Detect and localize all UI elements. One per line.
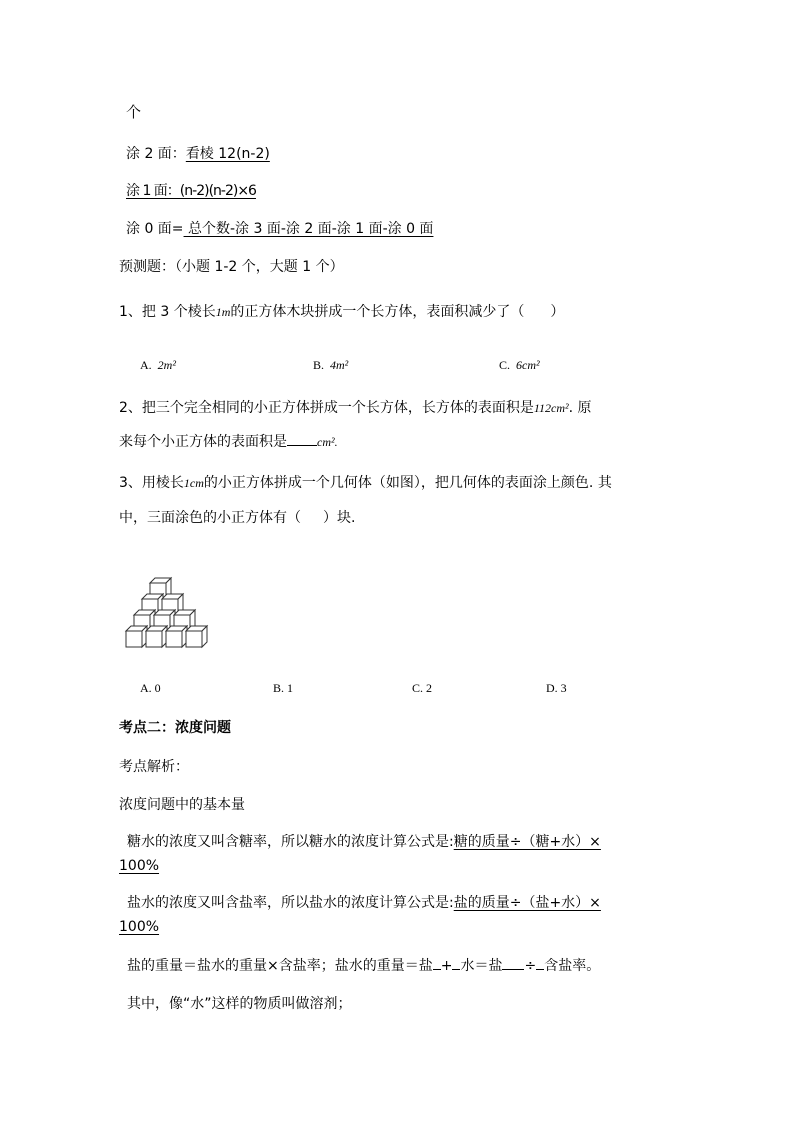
q3-option-a: [140, 678, 161, 698]
text-line: 涂 1 面：(n-2)(n-2)×6: [126, 183, 256, 199]
option-value: 2m²: [157, 358, 176, 372]
cube-front: [186, 631, 202, 647]
weight-text: 含盐率。: [544, 958, 601, 974]
q1-unit: 1m: [215, 305, 231, 319]
option-letter: C.: [499, 358, 511, 372]
salt-formula-percent: 100%: [119, 919, 160, 935]
label: 涂 2 面：: [126, 146, 186, 162]
option-letter: B.: [313, 358, 325, 372]
solvent-line: 其中，像“水”这样的物质叫做溶剂；: [127, 996, 352, 1012]
answer-blank[interactable]: [502, 955, 524, 970]
q1-text: 1、把 3 个棱长: [119, 304, 216, 320]
option-value: 3: [560, 681, 567, 695]
q2-area: 112cm²: [533, 401, 569, 415]
q3-text: 3、用棱长: [119, 475, 184, 491]
q2-text: 来每个小正方体的表面积是: [119, 434, 287, 450]
sugar-formula-line: [127, 832, 601, 852]
q3-text: ）块.: [323, 510, 356, 526]
q1-option-c: [499, 355, 540, 375]
option-letter: D.: [546, 681, 558, 695]
answer-blank[interactable]: [433, 955, 441, 970]
q1-option-b: [313, 355, 348, 375]
question-3-line-2: [119, 508, 355, 528]
salt-formula: 盐的质量÷（盐+水）×: [453, 895, 601, 911]
option-letter: C.: [412, 681, 424, 695]
weight-text: ÷: [524, 958, 537, 974]
answer-blank[interactable]: [536, 955, 544, 970]
sugar-formula: 糖的质量÷（糖+水）×: [453, 834, 601, 850]
text-line: [126, 219, 439, 239]
cube-front: [126, 631, 142, 647]
weight-text: +: [440, 958, 453, 974]
sugar-formula-percent: 100%: [119, 858, 160, 874]
preview-heading: 预测题：（小题 1-2 个，大题 1 个）: [119, 259, 344, 275]
option-value: 6cm²: [516, 358, 540, 372]
q3-text: 中，三面涂色的小正方体有（: [119, 510, 301, 526]
question-2-line-2: [119, 431, 338, 452]
option-value: 1: [287, 681, 294, 695]
cube-front: [166, 631, 182, 647]
underlined-formula: 总个数-涂 3 面-涂 2 面-涂 1 面-涂 0 面: [183, 221, 434, 237]
option-letter: A.: [140, 681, 152, 695]
q2-text: 2、把三个完全相同的小正方体拼成一个长方体，长方体的表面积是: [119, 400, 534, 416]
label: 涂 0 面=: [126, 221, 184, 237]
q3-unit: 1cm: [183, 476, 204, 490]
q3-option-d: [546, 678, 567, 698]
stacked-cubes-figure: [120, 562, 220, 650]
q1-option-a: [140, 355, 176, 375]
analysis-label: 考点解析：: [119, 759, 189, 775]
underlined-formula: 看棱 12(n-2): [185, 146, 270, 162]
weight-relation-line: [127, 955, 600, 976]
text-line: 个: [126, 103, 142, 121]
salt-formula-line: [127, 893, 601, 913]
q1-text: ）: [550, 304, 565, 320]
option-value: 4m²: [330, 358, 349, 372]
q3-option-c: [412, 678, 432, 698]
basic-quantity-heading: 浓度问题中的基本量: [119, 797, 245, 813]
answer-blank[interactable]: [287, 431, 317, 446]
option-value: 0: [154, 681, 161, 695]
question-3-line-1: [119, 473, 612, 493]
section-title: 考点二：浓度问题: [119, 720, 231, 736]
q2-unit: cm².: [317, 435, 338, 449]
q3-option-b: [273, 678, 293, 698]
question-2-line-1: [119, 398, 592, 418]
cube-front: [146, 631, 162, 647]
text-line: [126, 144, 316, 164]
q3-text: 的小正方体拼成一个几何体（如图），把几何体的表面涂上颜色. 其: [203, 475, 612, 491]
option-letter: B.: [273, 681, 285, 695]
q1-text: 的正方体木块拼成一个长方体，表面积减少了（: [230, 304, 525, 320]
salt-text: 盐水的浓度又叫含盐率，所以盐水的浓度计算公式是:: [127, 895, 454, 911]
question-1: [119, 302, 564, 322]
option-letter: A.: [140, 358, 152, 372]
weight-text: 水＝盐: [460, 958, 503, 974]
option-value: 2: [426, 681, 433, 695]
weight-text: 盐的重量＝盐水的重量×含盐率；盐水的重量＝盐: [127, 958, 433, 974]
sugar-text: 糖水的浓度又叫含糖率，所以糖水的浓度计算公式是:: [127, 834, 454, 850]
q2-text: . 原: [568, 400, 592, 416]
